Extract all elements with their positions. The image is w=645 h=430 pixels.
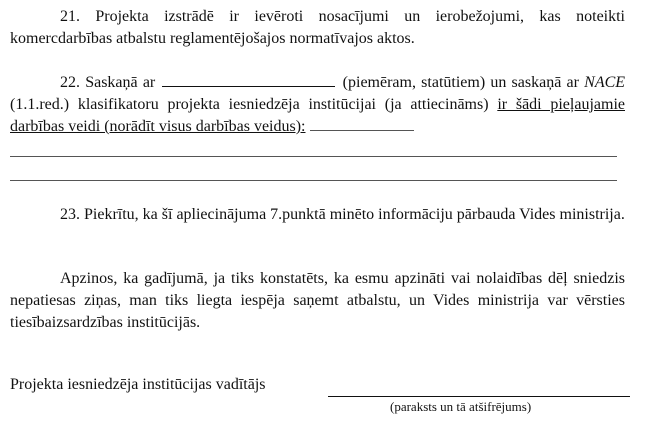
paragraph-23-text: 23. Piekrītu, ka šī apliecinājuma 7.punktā minēto informāciju pārbauda Vides ministrija.	[60, 206, 625, 223]
paragraph-22	[10, 72, 625, 138]
paragraph-acknowledgement	[10, 268, 625, 334]
signature-row	[10, 374, 635, 398]
paragraph-23	[10, 204, 625, 226]
fill-line-1[interactable]	[10, 156, 617, 157]
document-blank-field[interactable]	[162, 72, 335, 87]
paragraph-22-classifier: (1.1.red.) klasifikatoru projekta iesniedzēja institūcijai (ja attiecināms)	[10, 96, 489, 113]
paragraph-21	[10, 6, 625, 50]
signature-caption: (paraksts un tā atšifrējums)	[390, 399, 532, 414]
signature-line[interactable]	[328, 396, 630, 397]
nace-term: NACE	[584, 74, 626, 91]
paragraph-22-underlined: ir šādi pieļaujamie darbības veidi (norādīt visus darbības veidus):	[10, 96, 625, 135]
acknowledgement-text: Apzinos, ka gadījumā, ja tiks konstatēts, ka esmu apzināti vai nolaidības dēļ sniedzis nepatiesas ziņas, man tiks liegta iespēja saņemt atbalstu, un Vides ministrija var vērsties tiesībaizsardzības institūcijās.	[10, 270, 625, 331]
signature-label: Projekta iesniedzēja institūcijas vadītājs	[10, 376, 266, 393]
paragraph-21-text: 21. Projekta izstrādē ir ievēroti nosacījumi un ierobežojumi, kas noteikti komercdarbības atbalstu reglamentējošajos normatīvajos aktos.	[10, 8, 625, 47]
fill-line-2[interactable]	[10, 180, 617, 181]
paragraph-22-lead: 22. Saskaņā ar	[60, 74, 156, 91]
paragraph-22-mid: (piemēram, statūtiem) un saskaņā ar	[342, 74, 579, 91]
fill-line-inline[interactable]	[310, 116, 414, 131]
